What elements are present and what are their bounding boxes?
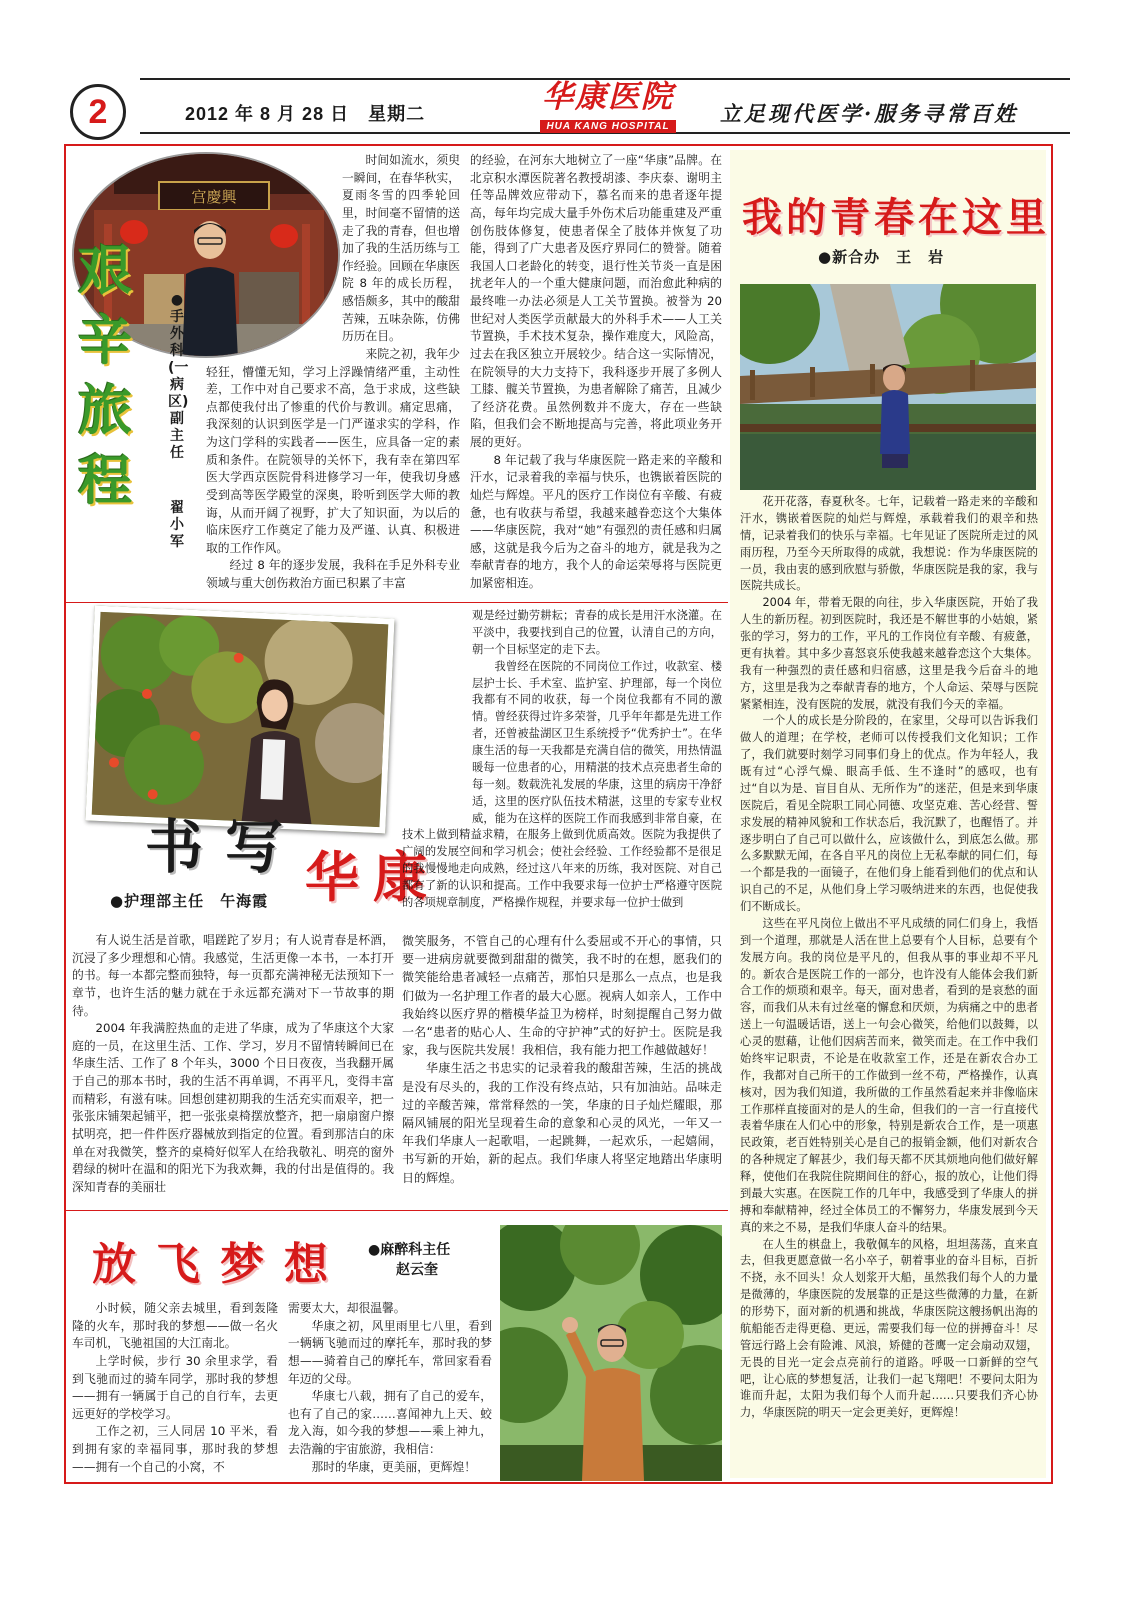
section-divider [66, 602, 728, 603]
bridge-scene-photo [740, 284, 1036, 490]
article4-byline: ●新合办 王 岩 [818, 248, 945, 266]
anesthesiology-director-photo [500, 1225, 722, 1481]
page-number-badge [70, 84, 126, 140]
article1-title-char: 旅 [78, 378, 132, 442]
newspaper-brand [528, 80, 688, 133]
paragraph: 上学时候，步行 30 余里求学，看到飞驰而过的骑车同学，那时我的梦想——拥有一辆属于自己的自行车，去更远更好的学校学习。 [72, 1353, 278, 1421]
article4-title: 我的青春在这里 [742, 194, 1050, 241]
paragraph: 微笑服务，不管自己的心理有什么委屈或不开心的事情，只要一进病房就要微到甜甜的微笑，我不时的在想，愿我们的微笑能给患者减轻一点痛苦，那怕只是那么一点点，也是我们做为一名护理工作者的最大心愿。视病人如亲人，工作中我始终以医疗界的楷模华益卫为榜样，时刻提醒自己努力做一名“患者的贴心人、生命的守护神”式的好护士。医院是我家，我与医院共发展！我相信，我有能力把工作越做越好！ [402, 934, 722, 1058]
paragraph: 经过 8 年的逐步发展，我科在手足外科专业领域与重大创伤救治方面已积累了丰富 [206, 558, 460, 590]
page-number: 2 [88, 92, 108, 131]
article1-title-char: 辛 [78, 308, 132, 372]
article3-title: 放飞梦想 [92, 1239, 348, 1290]
paragraph: 观是经过勤劳耕耘；青春的成长是用汗水浇灌。在平淡中，我要找到自己的位置，认清自己的方向，朝一个目标坚定的走下去。 [472, 609, 722, 656]
article3-byline-role: ●麻醉科主任 [368, 1242, 451, 1258]
brand-name-en: HUA KANG HOSPITAL [540, 120, 675, 133]
paragraph: 需要太大，却很温馨。 [288, 1301, 406, 1315]
section-divider [66, 1210, 728, 1211]
slogan: 立足现代医学·服务寻常百姓 [720, 101, 1019, 126]
article3-byline [368, 1240, 450, 1280]
issue-date: 2012 年 8 月 28 日 星期二 [185, 104, 426, 124]
paragraph: 华康生活之书忠实的记录着我的酸甜苦辣，生活的挑战是没有尽头的，我的工作没有终点站，只有加油站。品味走过的辛酸苦辣，常常释然的一笑，华康的日子灿烂耀眼，那隔风铺展的阳光呈现着生命的意象和心灵的风光，一年又一年我们华康人一起歌唱，一起跳舞，一起欢乐，一起嬉闹，书写新的开始，新的起点。我们华康人将坚定地踏出华康明日的辉煌。 [402, 1061, 722, 1185]
article1-column-1 [206, 152, 460, 592]
paragraph: 时间如流水，须臾一瞬间，在春华秋实，夏雨冬雪的四季轮回里，时间毫不留情的送走了我的青春，但也增加了我的生活历练与工作经验。回顾在华康医院 8 年的成长历程，感悟颇多，其中的酸甜苦辣，五味杂陈，仿佛历历在目。 [342, 153, 460, 344]
paragraph: 2004 年，带着无限的向往，步入华康医院，开始了我人生的新历程。初到医院时，我还是不解世事的小姑娘，紧张的学习，努力的工作，平凡的工作岗位有辛酸、有疲惫，更有执着。其中多少喜怒哀乐使我越来越眷恋这个大集体。我有一种强烈的责任感和归宿感，这里是我今后奋斗的地方，这里是我为之奉献青春的地方，个人命运、荣辱与医院紧紧相连，没有医院的发展，就没有我们今天的幸福。 [740, 596, 1038, 711]
paragraph: 有人说生活是首歌，唱蹉跎了岁月；有人说青春是杯酒，沉浸了多少理想和心情。我感觉，生活更像一本书，一本打开的书。每一本都完整而独特，每一页都充满神秘无法预知下一章节，也许生活的魅力就在于永远都充满对下一节故事的期待。 [72, 933, 394, 1018]
paragraph: 来院之初，我年少轻狂，懵懂无知，学习上浮躁情绪严重，主动性差，工作中对自己要求不高，急于求成，这些缺点都使我付出了惨重的代价与教训。痛定思痛，我深刻的认识到医学是一门严谨求实的学科，作为这门学科的实践者——医生，应具备一定的素质和条件。在院领导的关怀下，我有幸在第四军医大学西京医院骨科进修学习一年，使我切身感受到高等医学殿堂的深奥，聆听到医学大师的教诲，从而开阔了视野，扩大了知识面，为以后的临床医疗工作奠定了能力及严谨、认真、积极进取的工作作风。 [206, 346, 460, 555]
article2-right-column [402, 932, 722, 1202]
paragraph: 一个人的成长是分阶段的，在家里，父母可以告诉我们做人的道理；在学校，老师可以传授我们文化知识；工作了，我们就要时刻学习同事们身上的优点。作为年轻人，我既有过“心浮气燥、眼高手低、生不逢时”的感叹，也有过“自以为是、盲目自从、无所作为”的迷茫，但是来到华康医院后，看见全院职工同心同德、攻坚克难、苦心经营、誓求发展的精神风貌和工作状态后，我沉默了，也醒悟了。并逐步明白了自己可以做什么，应该做什么，到底怎么做。那么多默默无闻，在各自平凡的岗位上无私奉献的同仁们，每一个都是我的一面镜子，在他们身上能看到他们的优点和认识自己的不足，从他们身上学习吸纳进来的东西，也促使我们不断成长。 [740, 714, 1038, 913]
paragraph: 小时候，随父亲去城里，看到轰隆隆的火车，那时我的梦想——做一名火车司机，飞驰祖国的大江南北。 [72, 1301, 278, 1351]
article2-top-column [402, 608, 722, 928]
paragraph: 工作之初，三人同居 10 平米，看到拥有家的幸福同事，那时我的梦想——拥有一个自己的小窝，不 [72, 1424, 278, 1474]
paragraph: 花开花落，春夏秋冬。七年，记载着一路走来的辛酸和汗水，镌嵌着医院的灿烂与辉煌，承载着我们的艰辛和热情，记录着我们的快乐与幸福。七年见证了医院所走过的风雨历程，乃至今天所取得的成就，我想说：作为华康医院的一员，我由衷的感到欣慰与骄傲，华康医院是我的家，我与医院共成长。 [740, 495, 1038, 593]
temple-plaque-sign: 宫慶興 [191, 188, 237, 206]
article2-title-black: 书写 [145, 813, 306, 881]
bridge-photo-illustration [740, 284, 1036, 490]
article3-column-2 [288, 1300, 492, 1480]
article2-title-red: 华康 [305, 845, 441, 909]
article4-column [740, 494, 1038, 1474]
article1-title [78, 235, 148, 515]
article2-left-column [72, 932, 394, 1202]
paragraph: 那时的华康，更美丽，更辉煌！ [311, 1459, 476, 1474]
paragraph: 华康七八载，拥有了自己的爱车，也有了自己的家……喜闻神九上天、蛟龙入海，如今我的梦想——乘上神九，去浩瀚的宇宙旅游，我相信： [288, 1389, 492, 1456]
paragraph: 华康之初，风里雨里七八里，看到一辆辆飞驰而过的摩托车，那时我的梦想——骑着自己的摩托车，常回家看看年迈的父母。 [288, 1318, 492, 1386]
paragraph: 的经验，在河东大地树立了一座“华康”品牌。在北京积水潭医院著名教授胡漆、李庆泰、谢明主任等品牌效应带动下，慕名而来的患者逐年提高，每年均完成大量手外伤术后功能重建及严重创伤肢体修复，使患者保全了肢体并恢复了功能，得到了广大患者及医疗界同仁的赞誉。随着我国人口老龄化的转变，退行性关节炎一直是困扰老年人的一个重大健康问题，而治愈此种病的最终唯一办法必须是人工关节置换。被誉为 20 世纪对人类医学贡献最大的外科手术——人工关节置换，手术技术复杂，操作难度大，风险高，过去在我区独立开展较少。结合这一实际情况，在院领导的大力支持下，我科逐步开展了多例人工膝、髋关节置换，为患者解除了痛苦，且减少了经济花费。虽然例数并不庞大，存在一些缺陷，但我们会不断地提高与完善，将此项业务开展的更好。 [470, 153, 722, 449]
director-photo-illustration [500, 1225, 722, 1481]
paragraph: 我曾经在医院的不同岗位工作过，收款室、楼层护士长、手术室、监护室、护理部，每一个岗位我都有不同的收获，每一个岗位我都有不同的激情。曾经获得过许多荣誉，几乎年年都是先进工作者，还曾被盐湖区卫生系统授予“优秀护士”。在华康生活的每一天我都是充满自信的微笑，用热情温暖每一位患者的心，用精湛的技术点亮患者生命的每一刻。数载洗礼发展的华康，这里的病房干净舒适，这里的医疗队伍技术精湛，这里的专家专业权威，能为在这样的医院工作而我感到非常自豪，在技术上做到精益求精，在服务上做到优质高效。医院为我提供了广阔的发展空间和学习机会；使社会经验、工作经验都不是很足的我慢慢地走向成熟，经过这八年来的历练，我对医院、对自己都有了新的认识和提高。工作中我要求每一位护士严格遵守医院的各项规章制度，严格操作规程，并要求每一位护士做到 [402, 659, 722, 909]
article1-title-char: 艰 [78, 238, 132, 302]
paragraph: 在人生的棋盘上，我敬佩车的风格，坦坦荡荡，直来直去，但我更愿意做一名小卒子，朝着事业的奋斗目标，百折不挠，永不回头！众人划浆开大船，虽然我们每个人的力量是微薄的，华康医院的发展靠的正是这些微薄的力量，在新的形势下，面对新的机遇和挑战，华康医院这艘扬帆出海的航船能否走得更稳、更远，需要我们每一位的拼搏奋斗！尽管远行路上会有险滩、风浪，矫健的苍鹰一定会扇动双翅，无畏的目光一定会点亮前行的道路。呼吸一口新鲜的空气吧，让心底的梦想复活，让我们一起飞翔吧！不要问太阳为谁而升起，太阳为我们每个人而升起……只要我们齐心协力，华康医院的明天一定会更美好，更辉煌！ [740, 1237, 1038, 1420]
article1-byline-role: ●手外科(一病区)副主任 [168, 292, 189, 461]
nurse-photo-illustration [92, 612, 389, 827]
paragraph: 这些在平凡岗位上做出不平凡成绩的同仁们身上，我悟到一个道理，那就是人活在世上总要有个人目标，总要有个发展方向。我的岗位是平凡的，但我从事的事业却不平凡的。新农合是医院工作的一部分，也许没有人能体会我们新合工作的烦琐和艰辛。每天，面对患者，看到的是哀愁的面容，而我们从未有过丝毫的懈怠和厌烦，为病痛之中的患者送上一句温暖话语，送上一句会心微笑，给他们以鼓舞，以心灵的慰藉，让他们因病苦而来，微笑而走。在工作中我们始终牢记职责，不论是在收款室工作，还是在新农合办工作，我都对自己所干的工作做到一丝不苟，严格操作，认真核对，因为我们知道，我所做的工作虽然看起来并非像临床工作那样直接面对的是人的生命，但我们的一言一行直接代表着华康在人们心中的形象，特别是新农合工作，是一项惠民政策，老百姓特别关心是自己的报销金额，他们对新农合的各种规定了解甚少，我们每天都不厌其烦地向他们做好解释，使他们在我院住院期间住的舒心，报的放心，让他们得到最大实惠。在医院工作的几年中，我感受到了华康人的拼搏和奉献精神，经过全体员工的不懈努力，华康发展到今天真的来之不易，是我们华康人奋斗的结果。 [740, 916, 1038, 1234]
article1-column-2 [470, 152, 722, 592]
paragraph: 2004 年我满腔热血的走进了华康，成为了华康这个大家庭的一员，在这里生活、工作、学习，岁月不留情转瞬间已在华康生活、工作了 8 个年头，3000 个日日夜夜，当我翻开属于自己的那本书时，我的生活不再单调，不再平凡，变得丰富而精彩，有滋有味。回想创建初期我的生活充实而艰辛，把一张张床铺架起铺平，把一张张桌椅摆放整齐，把一扇扇窗户擦拭明亮，把一件件医疗器械放到指定的位置。看到那洁白的床单在对我微笑，整齐的桌椅好似军人在给我敬礼、明亮的窗外碧绿的树叶在温和的阳光下为我欢舞，我的付出是值得的。我深知青春的美丽壮 [72, 1021, 394, 1194]
article1-author: 翟小军 [170, 500, 184, 550]
article1-title-char: 程 [78, 448, 132, 512]
text-wrap-spacer [206, 152, 342, 360]
article3-column-1 [72, 1300, 278, 1480]
paragraph: 8 年记载了我与华康医院一路走来的辛酸和汗水，记录着我的幸福与快乐，也镌嵌着医院的灿烂与辉煌。平凡的医疗工作岗位有辛酸、有疲惫，也有收获与希望，我越来越眷恋这个大集体——华康医院，我对“她”有强烈的责任感和归属感，这就是我今后为之奋斗的地方，就是我为之奉献青春的地方，我个人的命运荣辱将与医院更加紧密相连。 [470, 452, 722, 590]
text-wrap-spacer [402, 608, 472, 816]
article2-byline: ●护理部主任 午海霞 [110, 892, 269, 910]
article3-author: 赵云奎 [396, 1262, 438, 1278]
brand-name-cn: 华康医院 [542, 79, 674, 114]
